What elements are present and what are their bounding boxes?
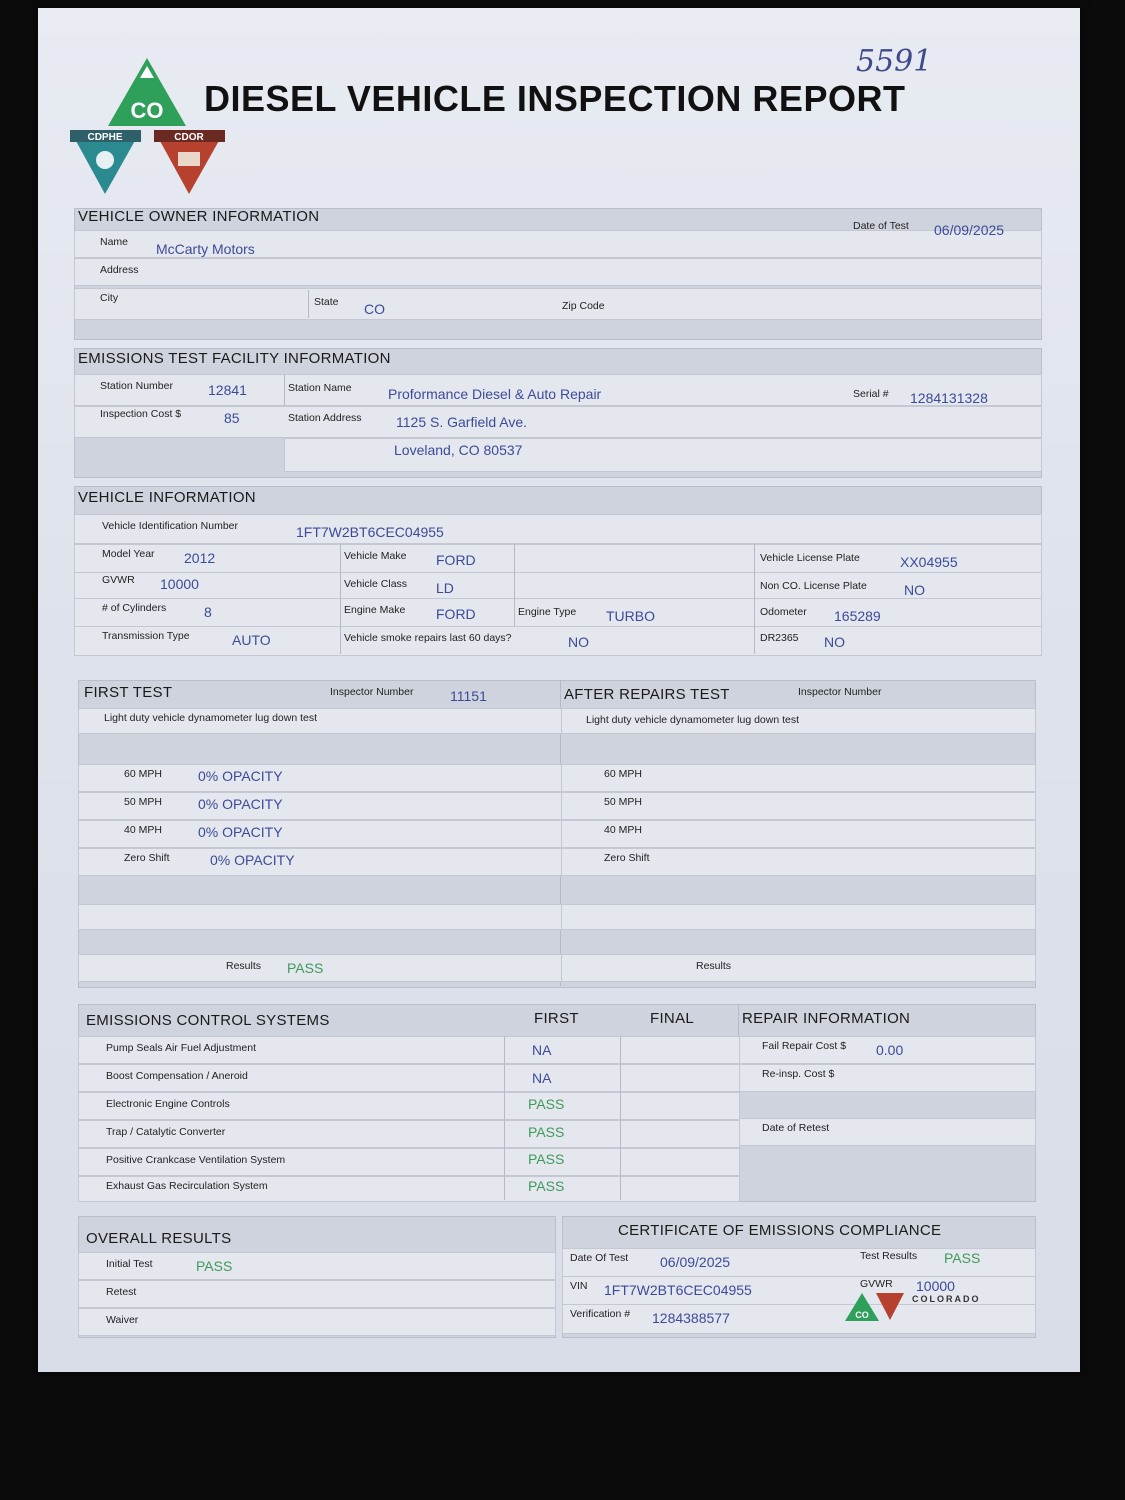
model-year-value: 2012 bbox=[184, 550, 216, 566]
fail-repair-cost-value: 0.00 bbox=[876, 1042, 904, 1058]
cylinders-label: # of Cylinders bbox=[102, 602, 167, 614]
inspection-report-page bbox=[38, 8, 1080, 1372]
station-address-line1: 1125 S. Garfield Ave. bbox=[396, 414, 528, 430]
after-results-label: Results bbox=[696, 960, 732, 972]
station-address-label: Station Address bbox=[288, 412, 362, 424]
station-number-label: Station Number bbox=[100, 380, 173, 392]
cert-date-value: 06/09/2025 bbox=[660, 1254, 731, 1270]
vehicle-row-4 bbox=[74, 626, 1042, 656]
owner-section-heading: VEHICLE OWNER INFORMATION bbox=[78, 208, 320, 225]
model-year-label: Model Year bbox=[102, 548, 155, 560]
transmission-label: Transmission Type bbox=[102, 630, 190, 642]
handwritten-note: 5591 bbox=[856, 44, 933, 79]
first-opacity-value: 0% OPACITY bbox=[210, 852, 295, 868]
license-plate-value: XX04955 bbox=[900, 554, 958, 570]
vin-label: Vehicle Identification Number bbox=[102, 520, 238, 532]
cert-vin-value: 1FT7W2BT6CEC04955 bbox=[604, 1282, 752, 1298]
initial-test-label: Initial Test bbox=[106, 1258, 153, 1270]
cert-results-label: Test Results bbox=[860, 1250, 918, 1262]
smoke-repairs-label: Vehicle smoke repairs last 60 days? bbox=[344, 632, 512, 644]
co-logo-text: CO bbox=[130, 98, 164, 123]
colorado-footer-logo bbox=[844, 1292, 906, 1322]
vin-value: 1FT7W2BT6CEC04955 bbox=[296, 524, 444, 540]
zip-code-label: Zip Code bbox=[562, 300, 605, 312]
ecs-col-divider bbox=[620, 1036, 621, 1200]
date-of-test-value: 06/09/2025 bbox=[934, 222, 1005, 238]
first-blank-row bbox=[78, 904, 562, 930]
engine-type-value: TURBO bbox=[606, 608, 655, 624]
first-test-heading: FIRST TEST bbox=[84, 684, 173, 701]
state-value: CO bbox=[364, 301, 385, 317]
name-label: Name bbox=[100, 236, 129, 248]
vehicle-class-value: LD bbox=[436, 580, 454, 596]
divider bbox=[340, 544, 341, 654]
initial-test-value: PASS bbox=[196, 1258, 233, 1274]
gvwr-label: GVWR bbox=[102, 574, 135, 586]
ecs-item-label: Positive Crankcase Ventilation System bbox=[106, 1154, 286, 1166]
inspection-cost-value: 85 bbox=[224, 410, 240, 426]
fail-repair-cost-label: Fail Repair Cost $ bbox=[762, 1040, 847, 1052]
date-of-retest-label: Date of Retest bbox=[762, 1122, 830, 1134]
first-speed-label: 40 MPH bbox=[124, 824, 162, 836]
colorado-footer-text: COLORADO bbox=[912, 1294, 981, 1304]
ecs-first-value: PASS bbox=[528, 1096, 565, 1112]
cdphe-logo bbox=[68, 128, 143, 196]
station-name-label: Station Name bbox=[288, 382, 352, 394]
after-repairs-heading: AFTER REPAIRS TEST bbox=[564, 686, 730, 703]
after-speed-label: 40 MPH bbox=[604, 824, 642, 836]
ecs-item-label: Boost Compensation / Aneroid bbox=[106, 1070, 248, 1082]
cert-verification-label: Verification # bbox=[570, 1308, 631, 1320]
dr2365-value: NO bbox=[824, 634, 845, 650]
first-opacity-value: 0% OPACITY bbox=[198, 768, 283, 784]
repair-info-heading: REPAIR INFORMATION bbox=[742, 1010, 911, 1027]
cert-gvwr-label: GVWR bbox=[860, 1278, 893, 1290]
colorado-co-logo bbox=[106, 56, 188, 128]
station-name-value: Proformance Diesel & Auto Repair bbox=[388, 386, 602, 402]
cert-verification-value: 1284388577 bbox=[652, 1310, 730, 1326]
license-plate-label: Vehicle License Plate bbox=[760, 552, 860, 564]
first-speed-label: 60 MPH bbox=[124, 768, 162, 780]
vehicle-make-label: Vehicle Make bbox=[344, 550, 407, 562]
vehicle-make-value: FORD bbox=[436, 552, 476, 568]
after-results-row bbox=[561, 954, 1036, 982]
first-speed-label: Zero Shift bbox=[124, 852, 170, 864]
engine-make-value: FORD bbox=[436, 606, 476, 622]
first-inspector-label: Inspector Number bbox=[330, 686, 414, 698]
station-address-line2: Loveland, CO 80537 bbox=[394, 442, 523, 458]
owner-city-row bbox=[74, 288, 1042, 320]
date-of-test-label: Date of Test bbox=[853, 220, 909, 232]
non-co-plate-label: Non CO. License Plate bbox=[760, 580, 867, 592]
first-speed-label: 50 MPH bbox=[124, 796, 162, 808]
first-opacity-value: 0% OPACITY bbox=[198, 796, 283, 812]
city-label: City bbox=[100, 292, 119, 304]
after-speed-label: Zero Shift bbox=[604, 852, 650, 864]
cert-date-label: Date Of Test bbox=[570, 1252, 629, 1264]
overall-heading: OVERALL RESULTS bbox=[86, 1230, 232, 1247]
vehicle-row-2 bbox=[74, 572, 1042, 600]
inspection-cost-label: Inspection Cost $ bbox=[100, 408, 182, 420]
cert-vin-label: VIN bbox=[570, 1280, 588, 1292]
owner-name-value: McCarty Motors bbox=[156, 241, 255, 257]
divider bbox=[308, 290, 309, 318]
gvwr-value: 10000 bbox=[160, 576, 199, 592]
transmission-value: AUTO bbox=[232, 632, 271, 648]
report-title: DIESEL VEHICLE INSPECTION REPORT bbox=[204, 78, 906, 119]
engine-type-label: Engine Type bbox=[518, 606, 577, 618]
ecs-first-value: NA bbox=[532, 1042, 552, 1058]
serial-value: 1284131328 bbox=[910, 390, 988, 406]
after-blank-row bbox=[561, 904, 1036, 930]
ecs-first-value: PASS bbox=[528, 1124, 565, 1140]
certificate-row bbox=[562, 1304, 1036, 1334]
cert-results-value: PASS bbox=[944, 1250, 981, 1266]
ecs-item-label: Pump Seals Air Fuel Adjustment bbox=[106, 1042, 256, 1054]
cylinders-value: 8 bbox=[204, 604, 212, 620]
divider bbox=[514, 544, 515, 626]
waiver-label: Waiver bbox=[106, 1314, 139, 1326]
dr2365-label: DR2365 bbox=[760, 632, 799, 644]
odometer-value: 165289 bbox=[834, 608, 881, 624]
first-opacity-value: 0% OPACITY bbox=[198, 824, 283, 840]
ecs-first-value: NA bbox=[532, 1070, 552, 1086]
overall-row bbox=[78, 1280, 556, 1308]
divider bbox=[754, 544, 755, 654]
owner-address-row bbox=[74, 258, 1042, 286]
ecs-item-label: Trap / Catalytic Converter bbox=[106, 1126, 226, 1138]
ecs-item-label: Exhaust Gas Recirculation System bbox=[106, 1180, 268, 1192]
engine-make-label: Engine Make bbox=[344, 604, 406, 616]
facility-cost-row bbox=[74, 406, 1042, 438]
vehicle-row-1 bbox=[74, 544, 1042, 574]
after-speed-label: 60 MPH bbox=[604, 768, 642, 780]
first-results-value: PASS bbox=[287, 960, 324, 976]
retest-label: Retest bbox=[106, 1286, 137, 1298]
reinspection-cost-label: Re-insp. Cost $ bbox=[762, 1068, 835, 1080]
vehicle-class-label: Vehicle Class bbox=[344, 578, 408, 590]
cdphe-logo-text: CDPHE bbox=[87, 132, 123, 143]
ecs-first-value: PASS bbox=[528, 1178, 565, 1194]
ecs-col-divider bbox=[504, 1036, 505, 1200]
cert-gvwr-value: 10000 bbox=[916, 1278, 955, 1294]
first-inspector-value: 11151 bbox=[450, 688, 487, 704]
cdor-logo bbox=[152, 128, 227, 196]
after-speed-label: 50 MPH bbox=[604, 796, 642, 808]
vehicle-section-heading: VEHICLE INFORMATION bbox=[78, 489, 256, 506]
footer-co-text: CO bbox=[855, 1310, 869, 1320]
cdor-logo-text: CDOR bbox=[174, 132, 204, 143]
ecs-first-heading: FIRST bbox=[534, 1010, 579, 1027]
first-results-label: Results bbox=[226, 960, 262, 972]
ecs-heading: EMISSIONS CONTROL SYSTEMS bbox=[86, 1012, 330, 1029]
station-number-value: 12841 bbox=[208, 382, 247, 398]
after-test-method: Light duty vehicle dynamometer lug down test bbox=[586, 714, 800, 726]
first-test-method: Light duty vehicle dynamometer lug down test bbox=[104, 712, 318, 724]
state-label: State bbox=[314, 296, 339, 308]
address-label: Address bbox=[100, 264, 139, 276]
odometer-label: Odometer bbox=[760, 606, 807, 618]
non-co-plate-value: NO bbox=[904, 582, 925, 598]
ecs-item-label: Electronic Engine Controls bbox=[106, 1098, 230, 1110]
smoke-repairs-value: NO bbox=[568, 634, 589, 650]
certificate-heading: CERTIFICATE OF EMISSIONS COMPLIANCE bbox=[618, 1222, 942, 1239]
overall-row bbox=[78, 1308, 556, 1336]
ecs-first-value: PASS bbox=[528, 1151, 565, 1167]
facility-section-heading: EMISSIONS TEST FACILITY INFORMATION bbox=[78, 350, 391, 367]
ecs-final-heading: FINAL bbox=[650, 1010, 695, 1027]
serial-label: Serial # bbox=[853, 388, 889, 400]
after-inspector-label: Inspector Number bbox=[798, 686, 882, 698]
